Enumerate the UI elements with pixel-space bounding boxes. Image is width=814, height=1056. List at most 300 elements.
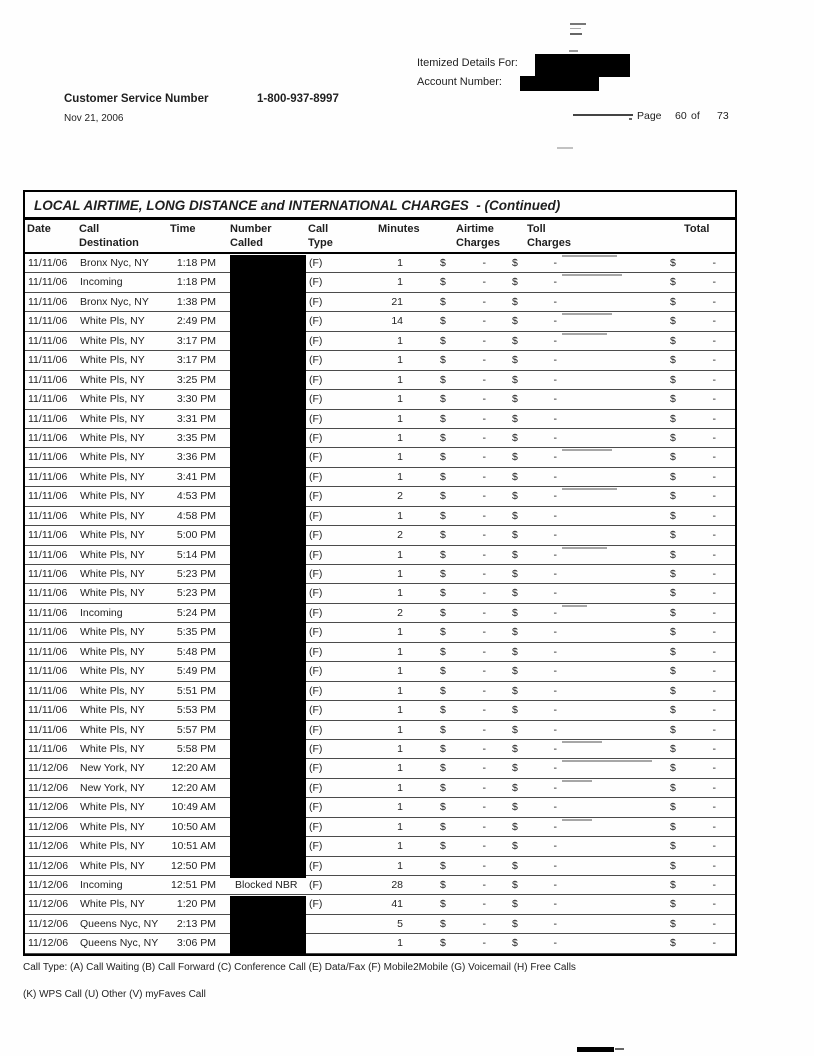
table-row [25,895,735,914]
cell-call-type: (F) [309,723,323,736]
cell-call-type: (F) [309,840,323,853]
dollar-sign-icon: $ [512,645,518,658]
cell-airtime-charges: - [482,937,486,950]
cell-total: - [712,315,716,328]
redaction-bar [230,722,306,742]
page-label: Page [637,110,662,122]
cell-total: - [712,606,716,619]
redaction-bar [230,255,306,275]
table-row [25,429,735,448]
redaction-bar [230,566,306,586]
cell-time: 4:53 PM [176,490,216,503]
table-row [25,662,735,681]
cell-minutes: 1 [397,762,403,775]
scan-noise-mark [562,760,652,762]
cell-airtime-charges: - [482,490,486,503]
cell-call-destination: Bronx Nyc, NY [80,257,149,269]
cell-airtime-charges: - [482,840,486,853]
cell-call-type: (F) [309,606,323,619]
cell-minutes: 28 [391,879,403,891]
dollar-sign-icon: $ [512,587,518,600]
cell-time: 3:35 PM [176,431,216,444]
dollar-sign-icon: $ [440,334,446,347]
cell-airtime-charges: - [482,859,486,872]
cell-date: 11/11/06 [28,431,68,444]
dollar-sign-icon: $ [440,509,446,522]
dollar-sign-icon: $ [512,742,518,755]
cell-toll-charges: - [553,645,557,658]
cell-time: 5:23 PM [176,568,216,580]
redacted-customer-name [535,54,630,77]
page-number: 60 [675,110,687,122]
dollar-sign-icon: $ [512,917,518,930]
dollar-sign-icon: $ [440,587,446,600]
cell-call-type: (F) [309,684,323,697]
redaction-bar [230,916,306,936]
cell-toll-charges: - [553,412,557,425]
cell-minutes: 1 [397,723,403,736]
cell-airtime-charges: - [482,373,486,386]
scan-noise-mark [562,780,592,782]
scan-noise-mark [562,449,612,451]
cell-call-destination: White Pls, NY [80,801,145,814]
dollar-sign-icon: $ [512,684,518,697]
cell-date: 11/12/06 [28,762,69,775]
dollar-sign-icon: $ [512,276,518,289]
scan-artifact [615,1048,624,1050]
cell-call-type: (F) [309,548,323,561]
dollar-sign-icon: $ [512,373,518,386]
table-row [25,546,735,565]
cell-total: - [712,742,716,755]
cell-toll-charges: - [553,937,557,950]
dollar-sign-icon: $ [670,568,676,580]
cell-airtime-charges: - [482,257,486,269]
dollar-sign-icon: $ [440,276,446,289]
table-title: LOCAL AIRTIME, LONG DISTANCE and INTERNATIONAL CHARGES - (Continued) [25,192,735,220]
dollar-sign-icon: $ [440,548,446,561]
dollar-sign-icon: $ [670,762,676,775]
cell-date: 11/12/06 [28,898,69,911]
cell-total: - [712,626,716,639]
column-header-airtime-charges: Airtime Charges [456,223,501,249]
cell-toll-charges: - [553,898,557,911]
dollar-sign-icon: $ [512,820,518,833]
dollar-sign-icon: $ [440,626,446,639]
cell-call-type: (F) [309,257,323,269]
cell-time: 10:51 AM [171,840,216,853]
cell-minutes: 1 [397,840,403,853]
table-row [25,759,735,778]
cell-time: 5:23 PM [176,587,216,600]
cell-minutes: 21 [391,295,403,308]
cell-call-destination: White Pls, NY [80,354,145,367]
cell-airtime-charges: - [482,645,486,658]
cell-date: 11/11/06 [28,742,68,755]
cell-toll-charges: - [553,723,557,736]
cell-time: 5:58 PM [176,742,216,755]
cell-call-destination: White Pls, NY [80,645,145,658]
scan-noise-mark [562,819,592,821]
cell-total: - [712,704,716,717]
cell-date: 11/11/06 [28,587,68,600]
redaction-bar [230,838,306,858]
dollar-sign-icon: $ [670,704,676,717]
column-header-toll-charges: Toll Charges [527,223,572,249]
cell-time: 5:00 PM [176,529,216,542]
cell-airtime-charges: - [482,742,486,755]
cell-total: - [712,373,716,386]
redaction-bar [230,333,306,353]
cell-date: 11/11/06 [28,645,68,658]
cell-time: 5:49 PM [176,665,216,678]
dollar-sign-icon: $ [512,315,518,328]
cell-total: - [712,840,716,853]
dollar-sign-icon: $ [670,645,676,658]
dollar-sign-icon: $ [670,373,676,386]
dollar-sign-icon: $ [670,801,676,814]
cell-time: 10:49 AM [171,801,216,814]
cell-call-type: (F) [309,568,323,580]
cell-total: - [712,781,716,794]
dollar-sign-icon: $ [670,917,676,930]
cell-total: - [712,412,716,425]
cell-toll-charges: - [553,762,557,775]
dollar-sign-icon: $ [670,393,676,406]
cell-time: 12:51 PM [171,879,216,891]
dollar-sign-icon: $ [440,917,446,930]
dollar-sign-icon: $ [670,548,676,561]
cell-date: 11/11/06 [28,665,68,678]
dollar-sign-icon: $ [670,490,676,503]
cell-toll-charges: - [553,840,557,853]
redaction-bar [230,547,306,567]
dollar-sign-icon: $ [512,859,518,872]
page-of-label: of [691,110,700,122]
redaction-bar [230,411,306,431]
cell-toll-charges: - [553,529,557,542]
cell-call-type: (F) [309,393,323,406]
dollar-sign-icon: $ [670,257,676,269]
dollar-sign-icon: $ [440,606,446,619]
scan-artifact [557,147,573,149]
cell-total: - [712,490,716,503]
cell-toll-charges: - [553,859,557,872]
cell-call-destination: White Pls, NY [80,334,145,347]
dollar-sign-icon: $ [670,606,676,619]
dollar-sign-icon: $ [512,606,518,619]
cell-minutes: 1 [397,568,403,580]
cell-minutes: 1 [397,781,403,794]
cell-date: 11/11/06 [28,393,68,406]
cell-airtime-charges: - [482,781,486,794]
cell-call-destination: White Pls, NY [80,490,145,503]
cell-time: 5:57 PM [176,723,216,736]
dollar-sign-icon: $ [440,820,446,833]
cell-time: 4:58 PM [176,509,216,522]
cell-call-type: (F) [309,645,323,658]
cell-toll-charges: - [553,451,557,464]
cell-date: 11/12/06 [28,917,69,930]
dollar-sign-icon: $ [512,762,518,775]
cell-airtime-charges: - [482,548,486,561]
scan-artifact [570,28,581,29]
redaction-bar [230,780,306,800]
dollar-sign-icon: $ [440,529,446,542]
redaction-bar [230,294,306,314]
cell-call-destination: White Pls, NY [80,412,145,425]
dollar-sign-icon: $ [670,431,676,444]
dollar-sign-icon: $ [440,665,446,678]
dollar-sign-icon: $ [670,723,676,736]
page-total: 73 [717,110,729,122]
redaction-bar [230,372,306,392]
cell-time: 2:13 PM [176,917,216,930]
cell-toll-charges: - [553,334,557,347]
table-row [25,254,735,273]
cell-toll-charges: - [553,781,557,794]
cell-time: 3:06 PM [176,937,216,950]
cell-airtime-charges: - [482,626,486,639]
table-row [25,565,735,584]
cell-call-type: (F) [309,451,323,464]
dollar-sign-icon: $ [440,801,446,814]
cell-date: 11/11/06 [28,315,68,328]
redaction-bar [230,799,306,819]
cell-airtime-charges: - [482,334,486,347]
dollar-sign-icon: $ [440,684,446,697]
dollar-sign-icon: $ [670,354,676,367]
cell-airtime-charges: - [482,509,486,522]
cell-toll-charges: - [553,257,557,269]
cell-minutes: 1 [397,393,403,406]
cell-airtime-charges: - [482,587,486,600]
cell-toll-charges: - [553,373,557,386]
redaction-bar [230,858,306,878]
dollar-sign-icon: $ [440,723,446,736]
dollar-sign-icon: $ [440,393,446,406]
cell-total: - [712,762,716,775]
cell-call-destination: White Pls, NY [80,840,145,853]
scan-noise-mark [562,313,612,315]
cell-minutes: 2 [397,606,403,619]
cell-call-type: (F) [309,801,323,814]
cell-total: - [712,723,716,736]
scan-artifact [570,23,586,25]
scan-noise-mark [562,274,622,276]
cell-minutes: 1 [397,373,403,386]
cell-total: - [712,548,716,561]
dollar-sign-icon: $ [440,898,446,911]
cell-time: 12:20 AM [171,762,216,775]
table-row [25,934,735,953]
dollar-sign-icon: $ [440,373,446,386]
dollar-sign-icon: $ [512,723,518,736]
cell-minutes: 1 [397,354,403,367]
dollar-sign-icon: $ [670,470,676,483]
cell-minutes: 1 [397,334,403,347]
cell-date: 11/11/06 [28,568,68,580]
dollar-sign-icon: $ [440,257,446,269]
cell-call-type: (F) [309,762,323,775]
cell-call-type: (F) [309,490,323,503]
table-row [25,915,735,934]
cell-date: 11/12/06 [28,801,69,814]
dollar-sign-icon: $ [440,431,446,444]
cell-minutes: 1 [397,937,403,950]
cell-airtime-charges: - [482,470,486,483]
dollar-sign-icon: $ [440,354,446,367]
cell-call-destination: Incoming [80,879,123,891]
cell-airtime-charges: - [482,393,486,406]
cell-date: 11/12/06 [28,781,69,794]
cell-date: 11/11/06 [28,295,68,308]
cell-date: 11/11/06 [28,626,68,639]
table-row [25,818,735,837]
cell-call-destination: White Pls, NY [80,704,145,717]
scan-artifact [629,118,632,120]
cell-airtime-charges: - [482,529,486,542]
cell-call-destination: Incoming [80,606,123,619]
cell-total: - [712,334,716,347]
cell-call-destination: Queens Nyc, NY [80,917,159,930]
cell-call-type: (F) [309,820,323,833]
cell-time: 5:35 PM [176,626,216,639]
table-header-row [25,220,735,254]
cell-time: 3:36 PM [176,451,216,464]
cell-minutes: 1 [397,276,403,289]
dollar-sign-icon: $ [440,490,446,503]
dollar-sign-icon: $ [512,334,518,347]
cell-call-type: (F) [309,431,323,444]
cell-minutes: 1 [397,859,403,872]
cell-total: - [712,470,716,483]
dollar-sign-icon: $ [512,431,518,444]
cell-date: 11/11/06 [28,470,68,483]
dollar-sign-icon: $ [440,781,446,794]
table-row [25,410,735,429]
cell-toll-charges: - [553,587,557,600]
call-type-legend-line1: Call Type: (A) Call Waiting (B) Call Forward (C) Conference Call (E) Data/Fax (F) Mobile2Mobile (G) Voicemail (H) Free Calls [23,962,576,973]
cell-call-type: (F) [309,315,323,328]
itemized-details-label: Itemized Details For: [417,57,518,69]
dollar-sign-icon: $ [512,665,518,678]
scan-artifact [569,50,578,52]
redaction-bar [230,585,306,605]
dollar-sign-icon: $ [512,626,518,639]
cell-call-destination: White Pls, NY [80,548,145,561]
cell-minutes: 1 [397,431,403,444]
cell-toll-charges: - [553,470,557,483]
cell-airtime-charges: - [482,898,486,911]
cell-minutes: 1 [397,645,403,658]
dollar-sign-icon: $ [670,529,676,542]
cell-date: 11/11/06 [28,684,68,697]
cell-time: 3:17 PM [176,354,216,367]
cell-airtime-charges: - [482,451,486,464]
cell-airtime-charges: - [482,354,486,367]
cell-total: - [712,257,716,269]
dollar-sign-icon: $ [512,879,518,891]
cell-toll-charges: - [553,742,557,755]
dollar-sign-icon: $ [670,840,676,853]
table-row [25,507,735,526]
cell-toll-charges: - [553,879,557,891]
dollar-sign-icon: $ [512,781,518,794]
cell-call-destination: Queens Nyc, NY [80,937,159,950]
cell-date: 11/11/06 [28,529,68,542]
cell-time: 5:51 PM [176,684,216,697]
redaction-bar [230,624,306,644]
cell-total: - [712,665,716,678]
dollar-sign-icon: $ [440,859,446,872]
dollar-sign-icon: $ [440,315,446,328]
cell-call-destination: Bronx Nyc, NY [80,295,149,308]
cell-call-type: (F) [309,276,323,289]
column-header-total: Total [684,223,710,235]
dollar-sign-icon: $ [670,276,676,289]
redaction-bar [230,935,306,955]
dollar-sign-icon: $ [512,898,518,911]
cell-date: 11/11/06 [28,606,68,619]
table-row [25,332,735,351]
cell-date: 11/12/06 [28,879,69,891]
cell-minutes: 1 [397,665,403,678]
cell-total: - [712,820,716,833]
cell-minutes: 1 [397,548,403,561]
cell-minutes: 1 [397,509,403,522]
redaction-bar [230,313,306,333]
cell-date: 11/11/06 [28,334,68,347]
cell-call-type: (F) [309,879,323,891]
cell-time: 12:20 AM [171,781,216,794]
table-row [25,390,735,409]
cell-total: - [712,451,716,464]
cell-date: 11/12/06 [28,820,69,833]
column-header-minutes: Minutes [378,223,420,235]
cell-time: 5:14 PM [176,548,216,561]
redaction-bar [230,508,306,528]
redaction-bar [230,702,306,722]
customer-service-label: Customer Service Number [64,93,209,105]
redacted-account-number [520,76,599,91]
table-row [25,740,735,759]
cell-call-type: (F) [309,859,323,872]
cell-time: 1:38 PM [176,295,216,308]
cell-total: - [712,684,716,697]
cell-minutes: 1 [397,257,403,269]
cell-call-destination: White Pls, NY [80,373,145,386]
cell-call-destination: White Pls, NY [80,568,145,580]
cell-call-destination: White Pls, NY [80,742,145,755]
cell-minutes: 2 [397,490,403,503]
cell-minutes: 14 [391,315,403,328]
dollar-sign-icon: $ [512,412,518,425]
cell-airtime-charges: - [482,801,486,814]
cell-minutes: 2 [397,529,403,542]
redaction-bar [230,352,306,372]
cell-date: 11/12/06 [28,840,69,853]
column-header-call-destination: Call Destination [79,223,139,249]
column-header-number-called: Number Called [230,223,272,249]
dollar-sign-icon: $ [670,665,676,678]
cell-date: 11/11/06 [28,354,68,367]
redaction-bar [230,605,306,625]
dollar-sign-icon: $ [670,295,676,308]
table-row [25,837,735,856]
cell-date: 11/11/06 [28,509,68,522]
dollar-sign-icon: $ [512,257,518,269]
